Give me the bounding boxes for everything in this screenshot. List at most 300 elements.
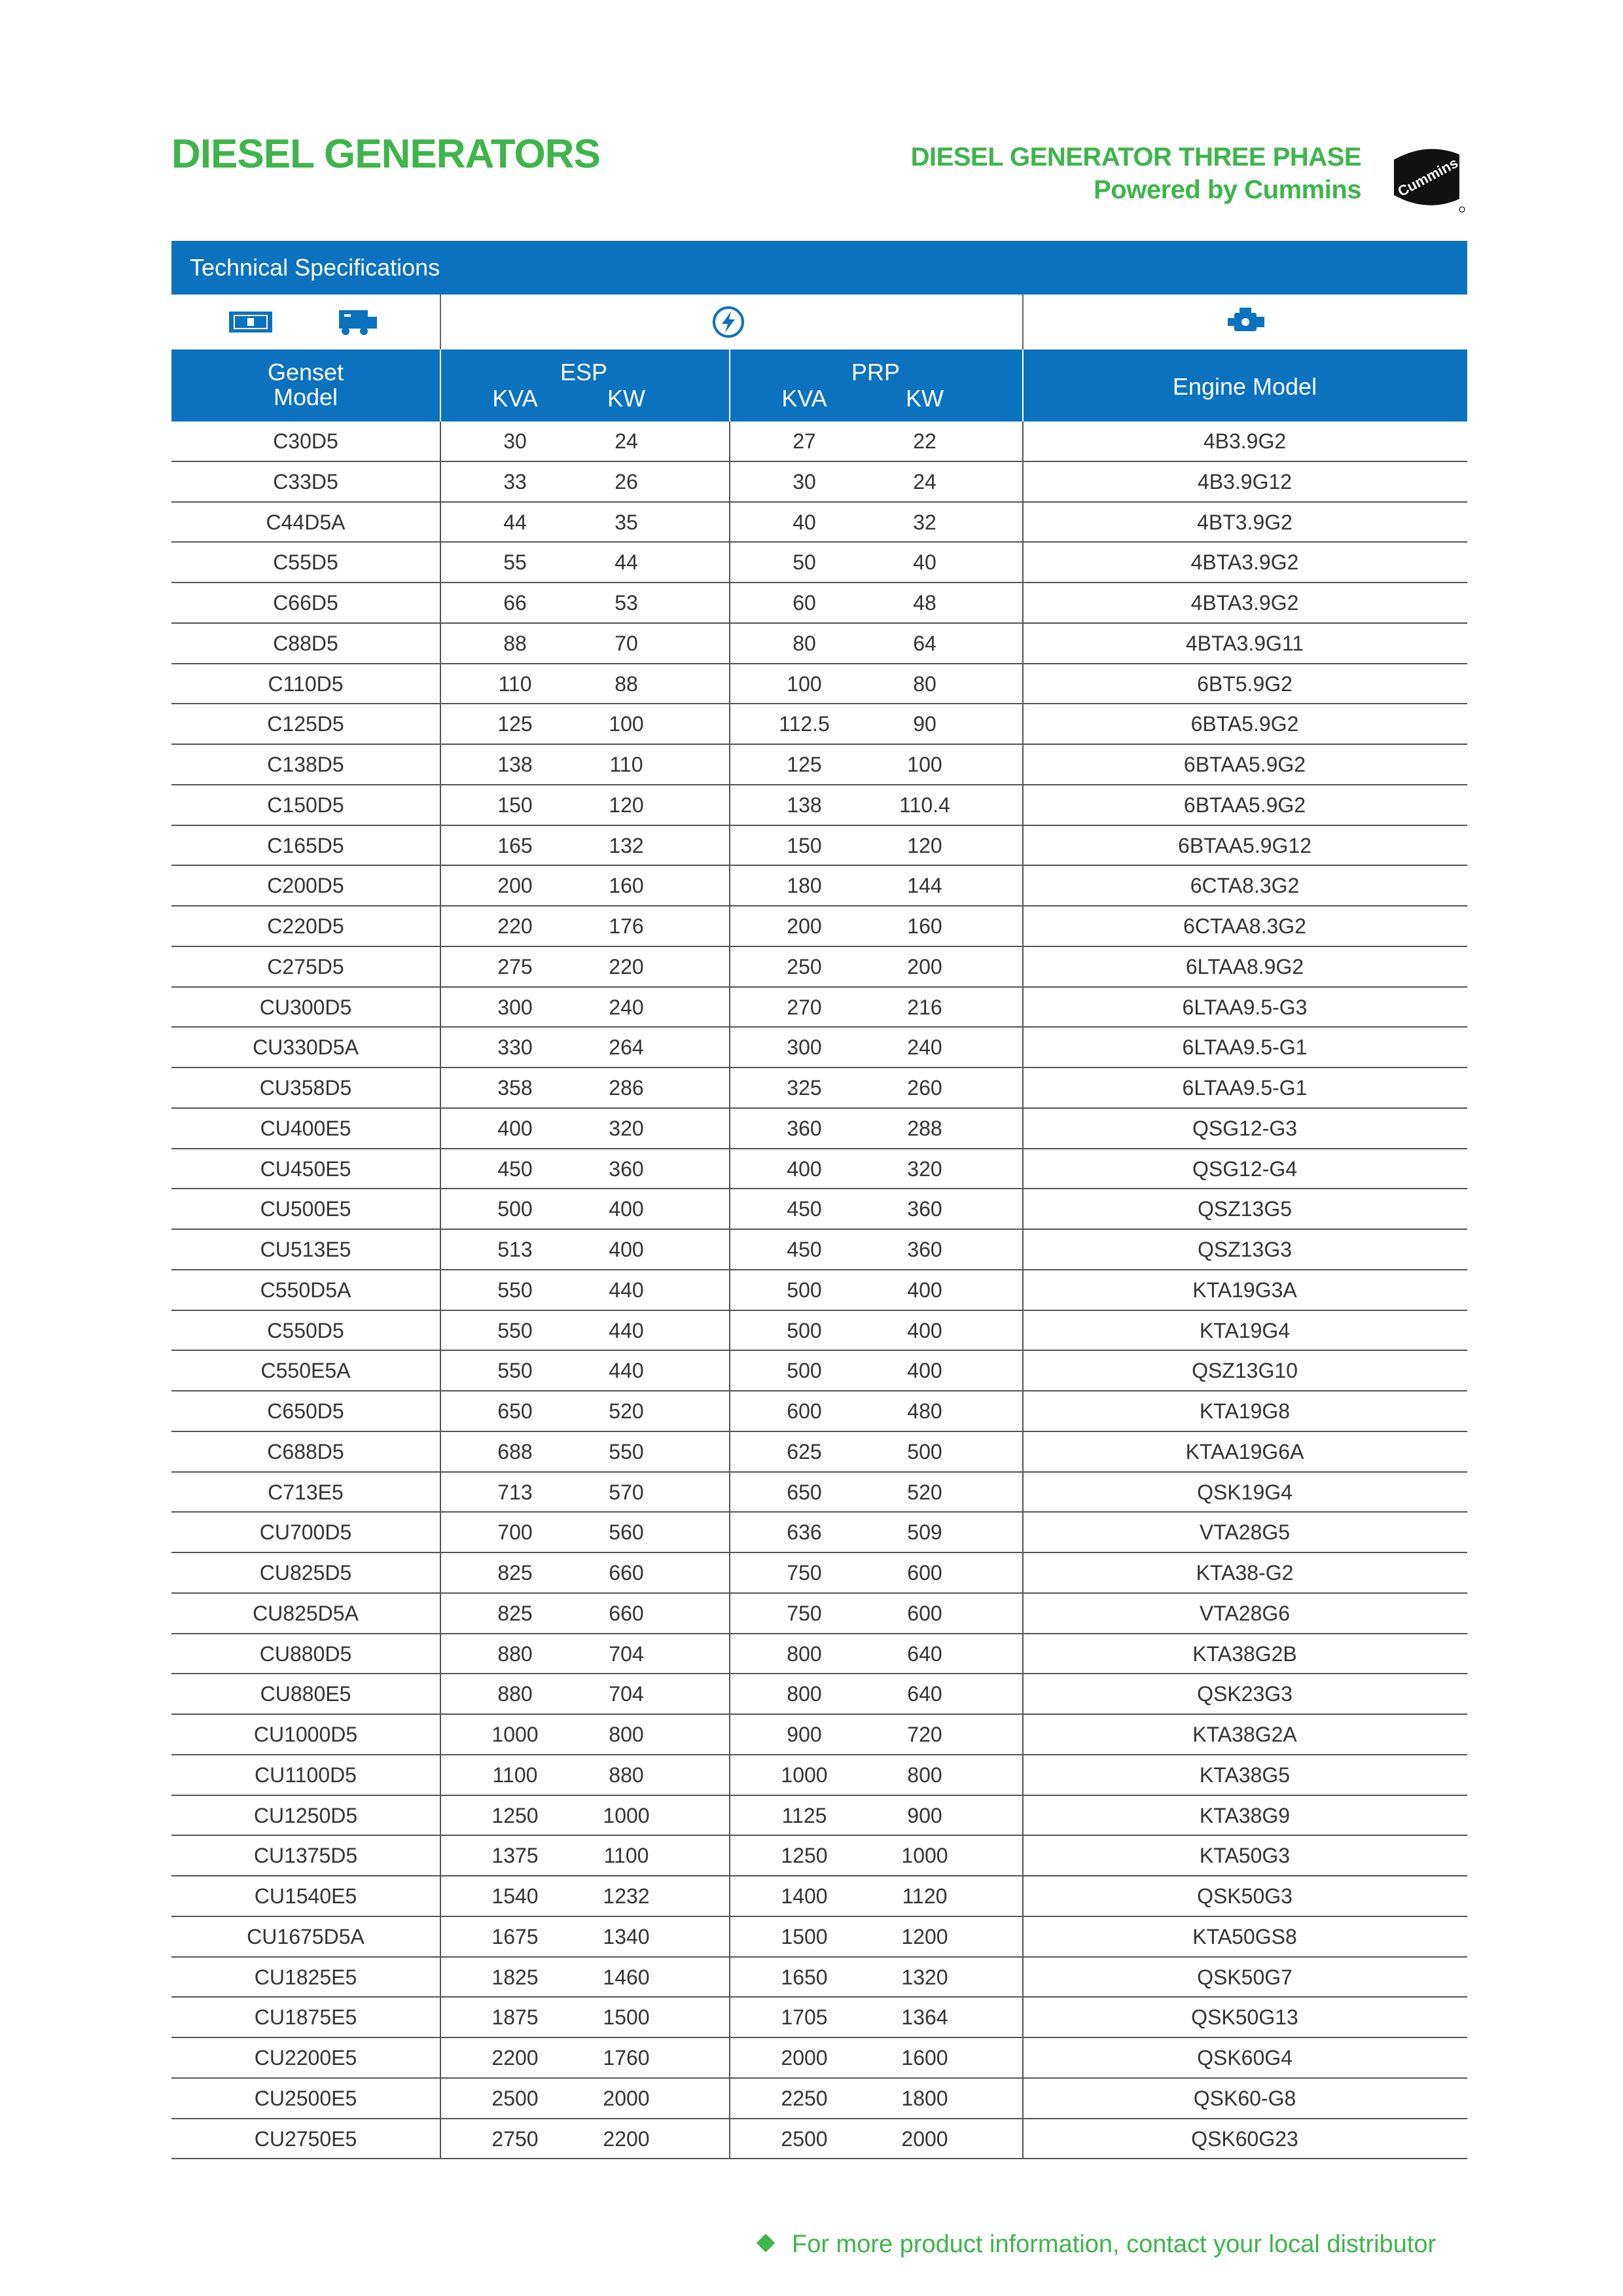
cell-esp-kva: 2500 (491, 2086, 539, 2110)
cell-prp-kw: 288 (907, 1116, 942, 1140)
cell-prp-kw: 640 (907, 1641, 942, 1666)
cell-esp-kva: 220 (497, 914, 533, 938)
cell-genset-model: C44D5A (266, 510, 346, 534)
table-header (171, 350, 1467, 422)
cell-genset-model: CU330D5A (253, 1035, 359, 1060)
cell-esp-kw: 88 (615, 672, 638, 696)
power-bolt-icon (711, 305, 745, 339)
cell-engine-model: KTA38G2B (1192, 1641, 1297, 1666)
cell-genset-model: C688D5 (267, 1439, 344, 1463)
cell-prp-kw: 360 (907, 1197, 942, 1221)
header-prp-kw: KW (906, 385, 944, 412)
cell-prp-kva: 750 (787, 1561, 822, 1585)
cell-prp-kw: 40 (913, 550, 936, 575)
cell-prp-kva: 1400 (781, 1884, 828, 1908)
cell-prp-kw: 400 (907, 1278, 942, 1302)
cell-esp-kva: 66 (503, 591, 527, 615)
header-esp: ESP (560, 359, 608, 386)
cell-esp-kva: 550 (497, 1359, 533, 1383)
cell-genset-model: C88D5 (273, 631, 338, 655)
cell-esp-kw: 286 (609, 1076, 644, 1100)
table-row (171, 1836, 1467, 1876)
table-row (171, 1553, 1467, 1594)
cell-prp-kva: 100 (787, 672, 822, 696)
cell-esp-kva: 1675 (491, 1924, 539, 1948)
cell-esp-kw: 704 (609, 1641, 644, 1666)
cell-prp-kva: 500 (787, 1278, 822, 1302)
cell-esp-kw: 44 (615, 550, 638, 575)
cell-prp-kva: 60 (793, 591, 816, 615)
cell-esp-kw: 550 (609, 1439, 644, 1463)
cell-esp-kw: 1460 (603, 1965, 650, 1989)
table-row (171, 745, 1467, 785)
cell-esp-kw: 24 (615, 429, 638, 453)
cell-esp-kw: 1760 (603, 2046, 650, 2070)
cell-prp-kw: 100 (907, 753, 942, 776)
cell-prp-kw: 64 (913, 631, 936, 655)
cell-esp-kw: 176 (609, 914, 644, 938)
cell-engine-model: QSZ13G3 (1197, 1238, 1293, 1261)
table-row (171, 624, 1467, 664)
cell-prp-kw: 32 (913, 510, 936, 534)
cell-engine-model: 6CTAA8.3G2 (1183, 914, 1306, 938)
cell-prp-kva: 600 (787, 1399, 822, 1423)
cell-prp-kva: 800 (787, 1682, 822, 1706)
cell-esp-kw: 35 (615, 510, 638, 534)
table-row (171, 2038, 1467, 2079)
cell-esp-kw: 880 (609, 1763, 644, 1787)
table-row (171, 503, 1467, 543)
cell-genset-model: CU880D5 (259, 1641, 352, 1666)
table-row (171, 1796, 1467, 1837)
table-row (171, 1068, 1467, 1109)
cell-engine-model: 6CTA8.3G2 (1190, 874, 1300, 898)
cell-engine-model: 4B3.9G12 (1197, 469, 1293, 493)
cell-esp-kw: 320 (609, 1116, 644, 1140)
cell-esp-kw: 132 (609, 833, 644, 857)
cell-engine-model: 4BT3.9G2 (1197, 510, 1293, 534)
cell-esp-kva: 650 (497, 1399, 533, 1423)
cell-esp-kw: 70 (615, 631, 638, 655)
header-esp-kw: KW (607, 385, 645, 412)
cell-prp-kva: 360 (787, 1116, 822, 1140)
cell-esp-kw: 240 (609, 995, 644, 1019)
table-row (171, 1149, 1467, 1190)
cell-engine-model: KTA19G4 (1199, 1318, 1291, 1342)
cell-prp-kva: 650 (787, 1480, 822, 1504)
cell-engine-model: KTA19G8 (1199, 1399, 1291, 1423)
cell-prp-kva: 636 (787, 1520, 822, 1545)
cell-esp-kw: 800 (609, 1723, 644, 1746)
cell-prp-kw: 2000 (901, 2126, 948, 2151)
table-row (171, 1189, 1467, 1230)
table-row (171, 947, 1467, 988)
cell-prp-kw: 240 (907, 1035, 942, 1060)
cell-prp-kw: 500 (907, 1439, 942, 1463)
cell-genset-model: C55D5 (273, 550, 338, 575)
table-row (171, 1028, 1467, 1068)
cell-prp-kva: 750 (787, 1601, 822, 1625)
cell-prp-kw: 640 (907, 1682, 942, 1706)
cell-engine-model: 6BTAA5.9G12 (1178, 833, 1311, 857)
cell-esp-kva: 88 (503, 631, 527, 655)
cell-engine-model: KTA38G9 (1199, 1803, 1291, 1827)
cell-esp-kw: 570 (609, 1480, 644, 1504)
cell-engine-model: 6BT5.9G2 (1197, 672, 1293, 696)
cell-prp-kw: 1120 (902, 1884, 948, 1908)
footer-note: For more product information, contact your local distributor (759, 2231, 1436, 2259)
cell-esp-kva: 400 (497, 1116, 533, 1140)
cell-genset-model: CU880E5 (260, 1682, 351, 1706)
cell-prp-kva: 450 (787, 1238, 822, 1261)
cell-esp-kva: 880 (497, 1641, 533, 1666)
table-row (171, 785, 1467, 826)
cell-engine-model: KTA19G3A (1192, 1278, 1297, 1302)
table-row (171, 1432, 1467, 1473)
cell-esp-kw: 264 (609, 1035, 644, 1060)
table-row (171, 583, 1467, 624)
table-row (171, 1715, 1467, 1755)
cell-esp-kva: 275 (497, 954, 533, 978)
cell-genset-model: CU1000D5 (253, 1723, 358, 1746)
table-row (171, 1634, 1467, 1675)
cell-engine-model: 6BTAA5.9G2 (1183, 793, 1306, 817)
cell-esp-kva: 880 (497, 1682, 533, 1706)
cell-prp-kva: 80 (793, 631, 816, 655)
cell-prp-kva: 2500 (781, 2126, 828, 2151)
cell-engine-model: KTA50G3 (1199, 1844, 1291, 1868)
cell-engine-model: 4BTA3.9G2 (1190, 591, 1299, 615)
header-engine-model: Engine Model (1172, 373, 1317, 400)
cell-prp-kw: 110.4 (899, 793, 950, 817)
cell-prp-kva: 1705 (781, 2005, 828, 2030)
cell-engine-model: KTA50GS8 (1192, 1924, 1297, 1948)
table-row (171, 1270, 1467, 1311)
cell-esp-kva: 500 (497, 1197, 533, 1221)
table-row (171, 2079, 1467, 2119)
cell-prp-kw: 1800 (901, 2086, 948, 2110)
cell-prp-kva: 2000 (781, 2046, 828, 2070)
cell-engine-model: 6BTAA5.9G2 (1183, 753, 1306, 776)
cell-engine-model: QSK60G4 (1197, 2046, 1293, 2070)
cell-prp-kw: 400 (907, 1318, 942, 1342)
cell-genset-model: CU2750E5 (254, 2126, 357, 2151)
cell-genset-model: C138D5 (267, 753, 344, 776)
cell-prp-kva: 1125 (781, 1803, 827, 1827)
cell-esp-kva: 2750 (491, 2126, 539, 2151)
cell-prp-kw: 520 (907, 1480, 942, 1504)
cell-prp-kva: 1250 (781, 1844, 828, 1868)
table-row (171, 2119, 1467, 2160)
genset-trailer-icon (335, 308, 378, 336)
cell-prp-kw: 90 (913, 712, 936, 736)
table-row (171, 704, 1467, 745)
cell-engine-model: QSK60-G8 (1193, 2086, 1296, 2110)
cell-esp-kw: 1000 (603, 1803, 650, 1827)
cell-esp-kw: 400 (609, 1197, 644, 1221)
cell-esp-kva: 1100 (492, 1763, 538, 1787)
cell-prp-kva: 40 (793, 510, 816, 534)
cell-prp-kva: 125 (787, 753, 822, 776)
cell-engine-model: QSK50G7 (1197, 1965, 1293, 1989)
table-row (171, 1473, 1467, 1513)
cell-prp-kw: 22 (913, 429, 936, 453)
cell-prp-kva: 200 (787, 914, 822, 938)
cell-esp-kva: 200 (497, 874, 533, 898)
cell-esp-kw: 1232 (603, 1884, 650, 1908)
cell-prp-kw: 600 (907, 1601, 942, 1625)
cell-prp-kw: 1364 (901, 2005, 948, 2030)
icon-row (171, 295, 1467, 350)
cell-genset-model: CU2200E5 (254, 2046, 357, 2070)
cell-prp-kw: 900 (907, 1803, 942, 1827)
cell-genset-model: CU1100D5 (255, 1763, 357, 1787)
cell-esp-kva: 358 (497, 1076, 533, 1100)
cell-esp-kva: 30 (503, 429, 527, 453)
cell-prp-kva: 2250 (781, 2086, 828, 2110)
cell-engine-model: 6LTAA9.5-G3 (1182, 995, 1308, 1019)
cell-genset-model: C713E5 (268, 1480, 344, 1504)
cell-prp-kw: 1320 (901, 1965, 948, 1989)
cell-esp-kva: 55 (503, 550, 527, 575)
cell-genset-model: CU513E5 (260, 1238, 351, 1261)
cell-esp-kw: 704 (609, 1682, 644, 1706)
header-prp: PRP (851, 359, 901, 386)
cell-esp-kva: 165 (497, 833, 533, 857)
cell-genset-model: CU700D5 (259, 1520, 352, 1545)
cell-prp-kva: 300 (787, 1035, 822, 1060)
cell-prp-kva: 400 (787, 1157, 822, 1181)
cell-esp-kw: 400 (609, 1238, 644, 1261)
table-row (171, 1391, 1467, 1432)
cell-engine-model: QSG12-G3 (1192, 1116, 1298, 1140)
cell-engine-model: 6LTAA8.9G2 (1185, 954, 1304, 978)
cell-genset-model: C30D5 (273, 429, 338, 453)
cell-esp-kw: 110 (609, 753, 643, 776)
table-row (171, 1513, 1467, 1553)
cell-prp-kw: 800 (907, 1763, 942, 1787)
diamond-bullet-icon (757, 2234, 775, 2252)
cell-genset-model: CU450E5 (260, 1157, 351, 1181)
table-row (171, 826, 1467, 867)
cell-esp-kva: 825 (497, 1601, 533, 1625)
cell-genset-model: CU1250D5 (253, 1803, 358, 1827)
table-row (171, 1998, 1467, 2038)
cell-esp-kw: 2000 (603, 2086, 650, 2110)
cell-engine-model: KTA38-G2 (1196, 1561, 1294, 1585)
cell-prp-kw: 260 (907, 1076, 942, 1100)
cell-esp-kw: 440 (609, 1278, 644, 1302)
cell-esp-kva: 450 (497, 1157, 533, 1181)
cell-prp-kva: 112.5 (779, 712, 830, 736)
header-genset-model: Genset Model (267, 359, 344, 410)
table-row (171, 1351, 1467, 1391)
cell-prp-kw: 480 (907, 1399, 942, 1423)
cell-genset-model: C125D5 (267, 712, 344, 736)
cell-esp-kva: 300 (497, 995, 533, 1019)
cell-genset-model: CU825D5 (259, 1561, 352, 1585)
cell-engine-model: VTA28G5 (1199, 1520, 1291, 1545)
cell-engine-model: KTA38G5 (1199, 1763, 1291, 1787)
cell-engine-model: QSZ13G10 (1192, 1359, 1298, 1383)
cell-engine-model: QSG12-G4 (1192, 1157, 1298, 1181)
cell-prp-kw: 1000 (901, 1844, 948, 1868)
cell-prp-kw: 600 (907, 1561, 942, 1585)
table-row (171, 866, 1467, 906)
cell-esp-kva: 1375 (491, 1844, 539, 1868)
cell-esp-kva: 1540 (491, 1884, 539, 1908)
cell-prp-kw: 1200 (901, 1924, 948, 1948)
table-row (171, 1755, 1467, 1796)
cell-genset-model: CU2500E5 (254, 2086, 357, 2110)
cell-esp-kw: 53 (615, 591, 638, 615)
cell-prp-kw: 720 (907, 1723, 942, 1746)
table-row (171, 1958, 1467, 1998)
cell-genset-model: C165D5 (267, 833, 344, 857)
cell-esp-kva: 713 (497, 1480, 533, 1504)
cell-genset-model: CU1375D5 (253, 1844, 358, 1868)
cell-esp-kva: 688 (497, 1439, 533, 1463)
cell-esp-kva: 825 (497, 1561, 533, 1585)
table-row (171, 422, 1467, 462)
cell-genset-model: C650D5 (267, 1399, 344, 1423)
cell-genset-model: CU1675D5A (247, 1924, 365, 1948)
cell-prp-kw: 120 (907, 833, 942, 857)
cell-prp-kva: 1000 (781, 1763, 828, 1787)
cell-esp-kw: 100 (609, 712, 644, 736)
cell-genset-model: C66D5 (273, 591, 338, 615)
cell-genset-model: C550E5A (260, 1359, 351, 1383)
table-row (171, 1230, 1467, 1270)
cell-esp-kva: 550 (497, 1278, 533, 1302)
cell-esp-kw: 360 (609, 1157, 644, 1181)
cell-engine-model: KTAA19G6A (1185, 1439, 1304, 1463)
cell-genset-model: C550D5A (260, 1278, 351, 1302)
cell-prp-kva: 1650 (781, 1965, 828, 1989)
table-row (171, 1109, 1467, 1149)
cell-genset-model: C33D5 (273, 469, 338, 493)
cell-genset-model: CU1825E5 (254, 1965, 357, 1989)
table-row (171, 1917, 1467, 1958)
cell-esp-kva: 138 (497, 753, 533, 776)
cell-engine-model: 4B3.9G2 (1203, 429, 1287, 453)
cell-esp-kw: 2200 (603, 2126, 650, 2151)
cell-prp-kva: 325 (787, 1076, 822, 1100)
cell-engine-model: VTA28G6 (1199, 1601, 1291, 1625)
cell-genset-model: CU500E5 (260, 1197, 351, 1221)
cell-esp-kva: 150 (497, 793, 533, 817)
table-row (171, 988, 1467, 1028)
cell-esp-kw: 120 (609, 793, 644, 817)
cell-prp-kw: 509 (907, 1520, 942, 1545)
cell-engine-model: QSK23G3 (1197, 1682, 1293, 1706)
cell-esp-kva: 110 (498, 672, 532, 696)
table-row (171, 1674, 1467, 1715)
cell-prp-kva: 800 (787, 1641, 822, 1666)
cell-prp-kw: 1600 (901, 2046, 948, 2070)
table-row (171, 1876, 1467, 1917)
page-title: DIESEL GENERATORS (171, 132, 600, 177)
cell-genset-model: CU825D5A (253, 1601, 359, 1625)
cell-prp-kw: 80 (913, 672, 936, 696)
cell-engine-model: KTA38G2A (1192, 1723, 1297, 1746)
cell-genset-model: CU1540E5 (254, 1884, 357, 1908)
cell-prp-kw: 160 (907, 914, 942, 938)
cell-engine-model: 6BTA5.9G2 (1190, 712, 1299, 736)
cell-esp-kw: 26 (615, 469, 638, 493)
cell-engine-model: 4BTA3.9G11 (1185, 631, 1304, 655)
cell-esp-kw: 440 (609, 1318, 644, 1342)
cell-prp-kw: 320 (907, 1157, 942, 1181)
cell-engine-model: QSK19G4 (1197, 1480, 1293, 1504)
cell-esp-kva: 550 (497, 1318, 533, 1342)
cell-prp-kva: 150 (787, 833, 822, 857)
cell-genset-model: C150D5 (267, 793, 344, 817)
cell-esp-kw: 160 (609, 874, 644, 898)
cell-esp-kw: 220 (609, 954, 644, 978)
cell-prp-kva: 180 (787, 874, 822, 898)
cell-esp-kva: 700 (497, 1520, 533, 1545)
svg-text:Cummins: Cummins (1395, 154, 1461, 200)
cell-prp-kw: 144 (907, 874, 942, 898)
cell-prp-kw: 360 (907, 1238, 942, 1261)
table-row (171, 1311, 1467, 1352)
cell-esp-kw: 440 (609, 1359, 644, 1383)
cell-esp-kw: 1500 (603, 2005, 650, 2030)
cell-genset-model: CU1875E5 (254, 2005, 357, 2030)
cell-genset-model: C200D5 (267, 874, 344, 898)
cell-genset-model: C220D5 (267, 914, 344, 938)
cell-esp-kva: 330 (497, 1035, 533, 1060)
table-row (171, 664, 1467, 705)
cell-esp-kw: 560 (609, 1520, 644, 1545)
cell-prp-kva: 500 (787, 1318, 822, 1342)
cell-esp-kva: 513 (497, 1238, 533, 1261)
cell-esp-kva: 44 (503, 510, 527, 534)
cell-prp-kva: 250 (787, 954, 822, 978)
cell-esp-kva: 33 (503, 469, 527, 493)
cell-prp-kva: 138 (787, 793, 822, 817)
cell-genset-model: C275D5 (267, 954, 344, 978)
cell-engine-model: 6LTAA9.5-G1 (1182, 1035, 1308, 1060)
cell-engine-model: 6LTAA9.5-G1 (1182, 1076, 1308, 1100)
cell-esp-kva: 125 (497, 712, 533, 736)
cell-prp-kva: 500 (787, 1359, 822, 1383)
cell-genset-model: CU400E5 (260, 1116, 351, 1140)
table-row (171, 462, 1467, 503)
cell-prp-kva: 50 (793, 550, 816, 575)
cell-prp-kva: 30 (793, 469, 816, 493)
cell-prp-kw: 48 (913, 591, 936, 615)
subtitle-three-phase: DIESEL GENERATOR THREE PHASE (910, 143, 1361, 171)
cell-prp-kva: 1500 (781, 1924, 828, 1948)
cell-esp-kva: 1875 (491, 2005, 539, 2030)
cell-esp-kva: 2200 (491, 2046, 539, 2070)
cell-engine-model: QSZ13G5 (1197, 1197, 1293, 1221)
cummins-logo (1387, 141, 1466, 213)
table-row (171, 906, 1467, 947)
engine-icon (1225, 305, 1267, 338)
cell-prp-kva: 900 (787, 1723, 822, 1746)
cell-genset-model: CU300D5 (259, 995, 352, 1019)
cell-genset-model: C550D5 (267, 1318, 344, 1342)
cell-prp-kw: 200 (907, 954, 942, 978)
section-banner: Technical Specifications (171, 241, 1467, 295)
cell-esp-kw: 660 (609, 1561, 644, 1585)
cell-esp-kw: 1100 (603, 1844, 649, 1868)
cell-prp-kva: 27 (793, 429, 816, 453)
cell-prp-kva: 450 (787, 1197, 822, 1221)
